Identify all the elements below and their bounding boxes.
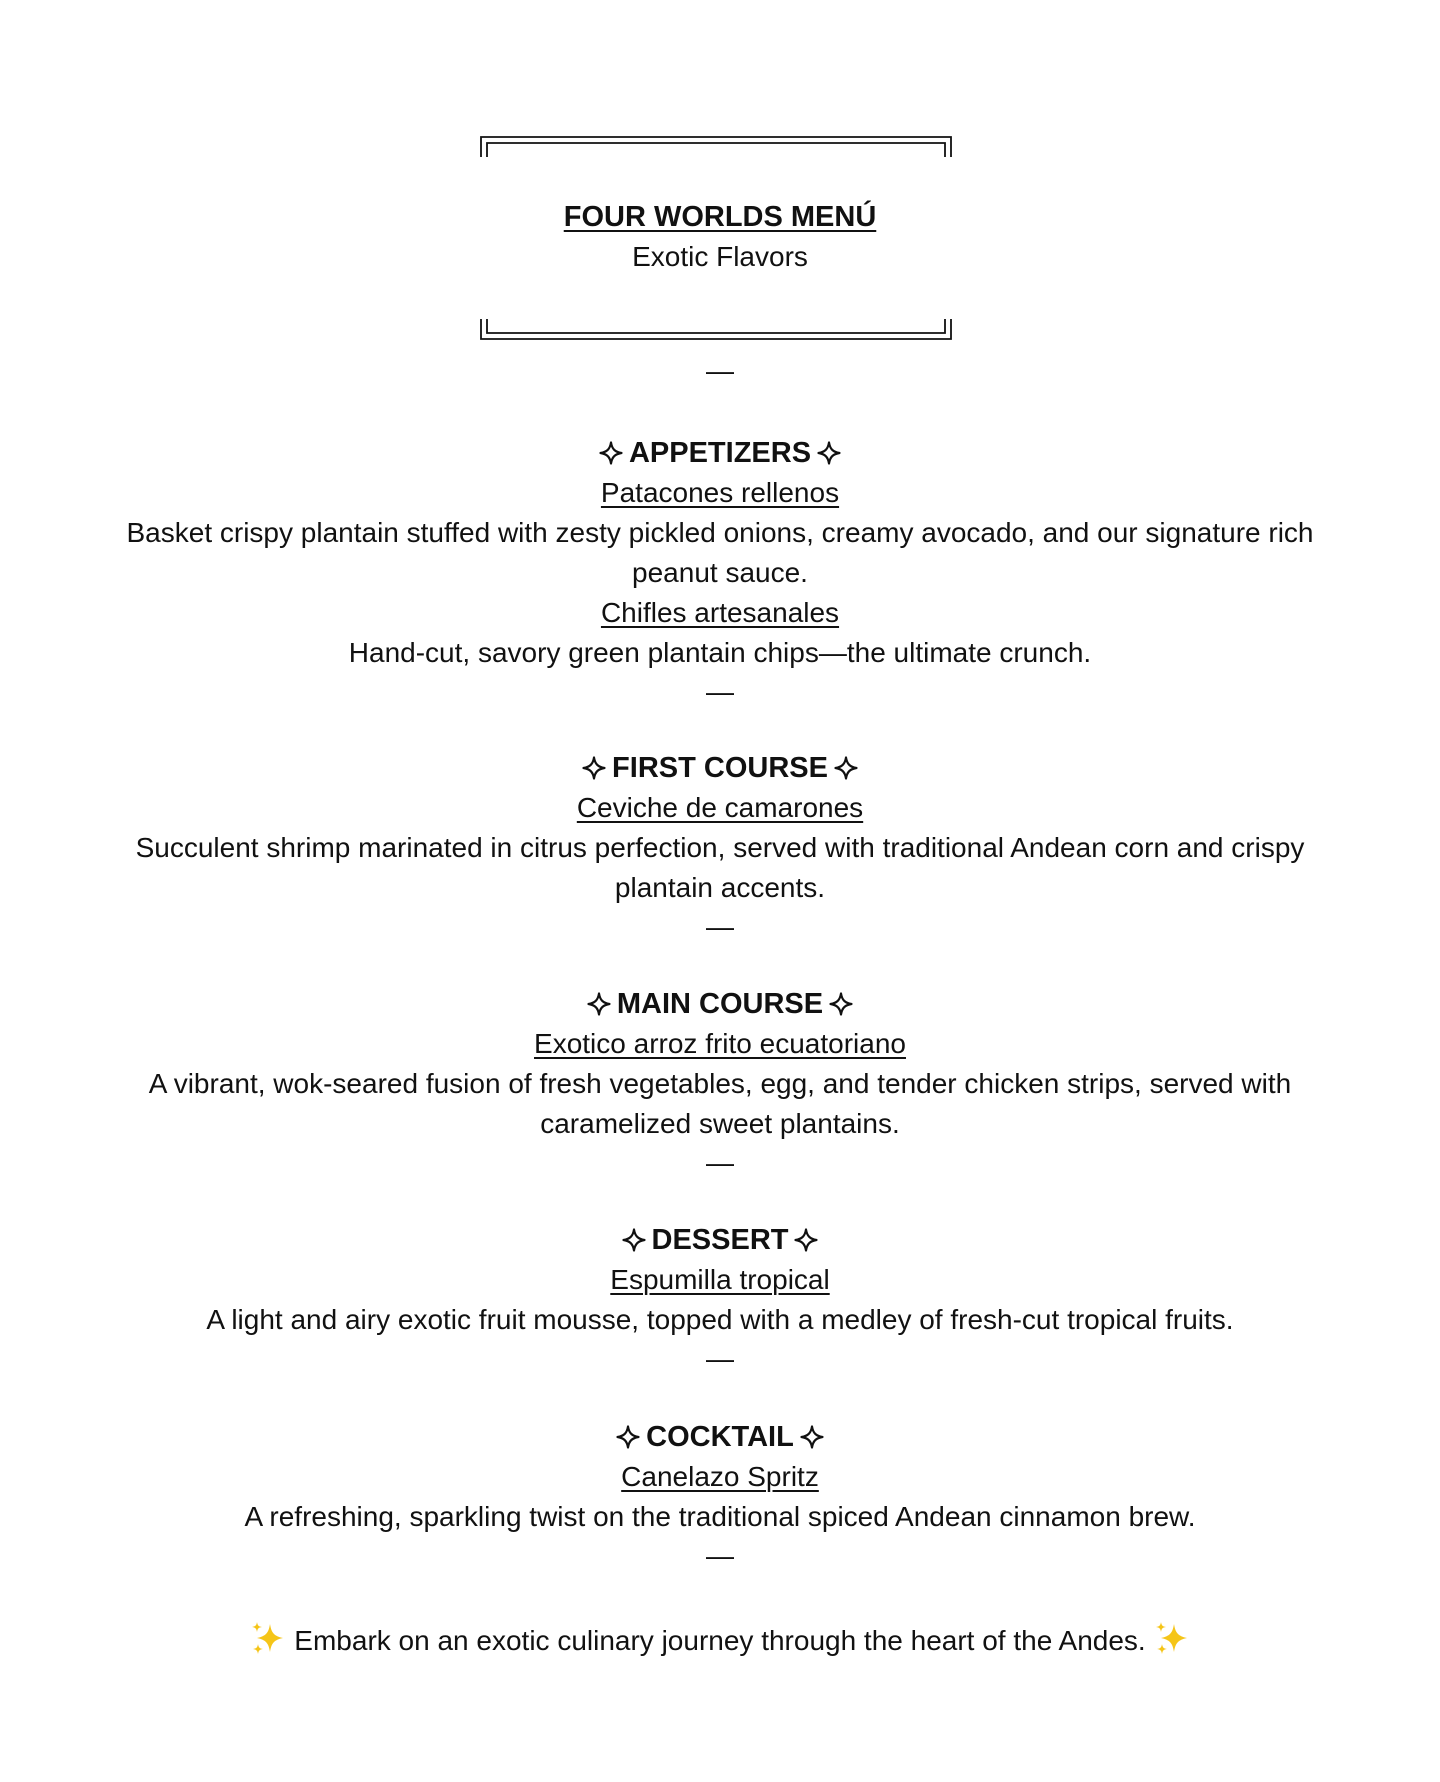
dish-name: Exotico arroz frito ecuatoriano (534, 1028, 906, 1059)
four-point-star-icon (794, 1223, 818, 1263)
section-title (80, 984, 1360, 1024)
section-title (80, 1417, 1360, 1457)
section-cocktail (80, 1417, 1360, 1575)
section-title-text: MAIN COURSE (616, 988, 824, 1020)
header-divider: — (706, 355, 734, 386)
four-point-star-icon (622, 1223, 646, 1263)
sparkles-icon (1154, 1620, 1190, 1667)
dish-description: Basket crispy plantain stuffed with zesty pickled onions, creamy avocado, and our signature rich peanut sauce. (126, 517, 1314, 588)
bottom-frame-ornament (480, 318, 952, 340)
section-divider: — (706, 1147, 734, 1178)
top-frame-ornament (480, 136, 952, 158)
dish-name: Patacones rellenos (600, 477, 840, 508)
four-point-star-icon (582, 751, 606, 791)
four-point-star-icon (834, 751, 858, 791)
section-divider: — (706, 1540, 734, 1571)
closing-text: Embark on an exotic culinary journey through the heart of the Andes. (294, 1625, 1146, 1656)
section-dessert (80, 1220, 1360, 1378)
four-point-star-icon (587, 987, 611, 1027)
four-point-star-icon (817, 436, 841, 476)
dish-description: A vibrant, wok-seared fusion of fresh vegetables, egg, and tender chicken strips, served with caramelized sweet plantains. (148, 1068, 1292, 1139)
menu-title: FOUR WORLDS MENÚ (563, 201, 877, 233)
section-divider: — (706, 1343, 734, 1374)
section-title (80, 748, 1360, 788)
dish-description: A light and airy exotic fruit mousse, topped with a medley of fresh-cut tropical fruits. (206, 1304, 1234, 1335)
section-title-text: FIRST COURSE (612, 752, 828, 784)
section-title (80, 433, 1360, 473)
sparkles-icon (250, 1620, 286, 1667)
section-title (80, 1220, 1360, 1260)
section-divider: — (706, 911, 734, 942)
section-title-text: APPETIZERS (628, 437, 812, 469)
dish-name: Ceviche de camarones (576, 792, 864, 823)
section-first-course (80, 748, 1360, 946)
dish-name: Canelazo Spritz (621, 1461, 819, 1492)
dish-description: A refreshing, sparkling twist on the traditional spiced Andean cinnamon brew. (244, 1501, 1196, 1532)
closing-line (0, 1620, 1440, 1667)
four-point-star-icon (599, 436, 623, 476)
section-appetizers (80, 433, 1360, 711)
four-point-star-icon (800, 1420, 824, 1460)
section-divider: — (706, 676, 734, 707)
menu-subtitle: Exotic Flavors (632, 241, 808, 272)
section-main-course (80, 984, 1360, 1182)
four-point-star-icon (616, 1420, 640, 1460)
section-title-text: COCKTAIL (646, 1421, 794, 1453)
four-point-star-icon (829, 987, 853, 1027)
dish-name: Espumilla tropical (610, 1264, 830, 1295)
dish-description: Hand-cut, savory green plantain chips—the ultimate crunch. (348, 637, 1092, 668)
dish-description: Succulent shrimp marinated in citrus perfection, served with traditional Andean corn and crispy plantain accents. (135, 832, 1305, 903)
dish-name: Chifles artesanales (600, 597, 840, 628)
section-title-text: DESSERT (651, 1224, 789, 1256)
